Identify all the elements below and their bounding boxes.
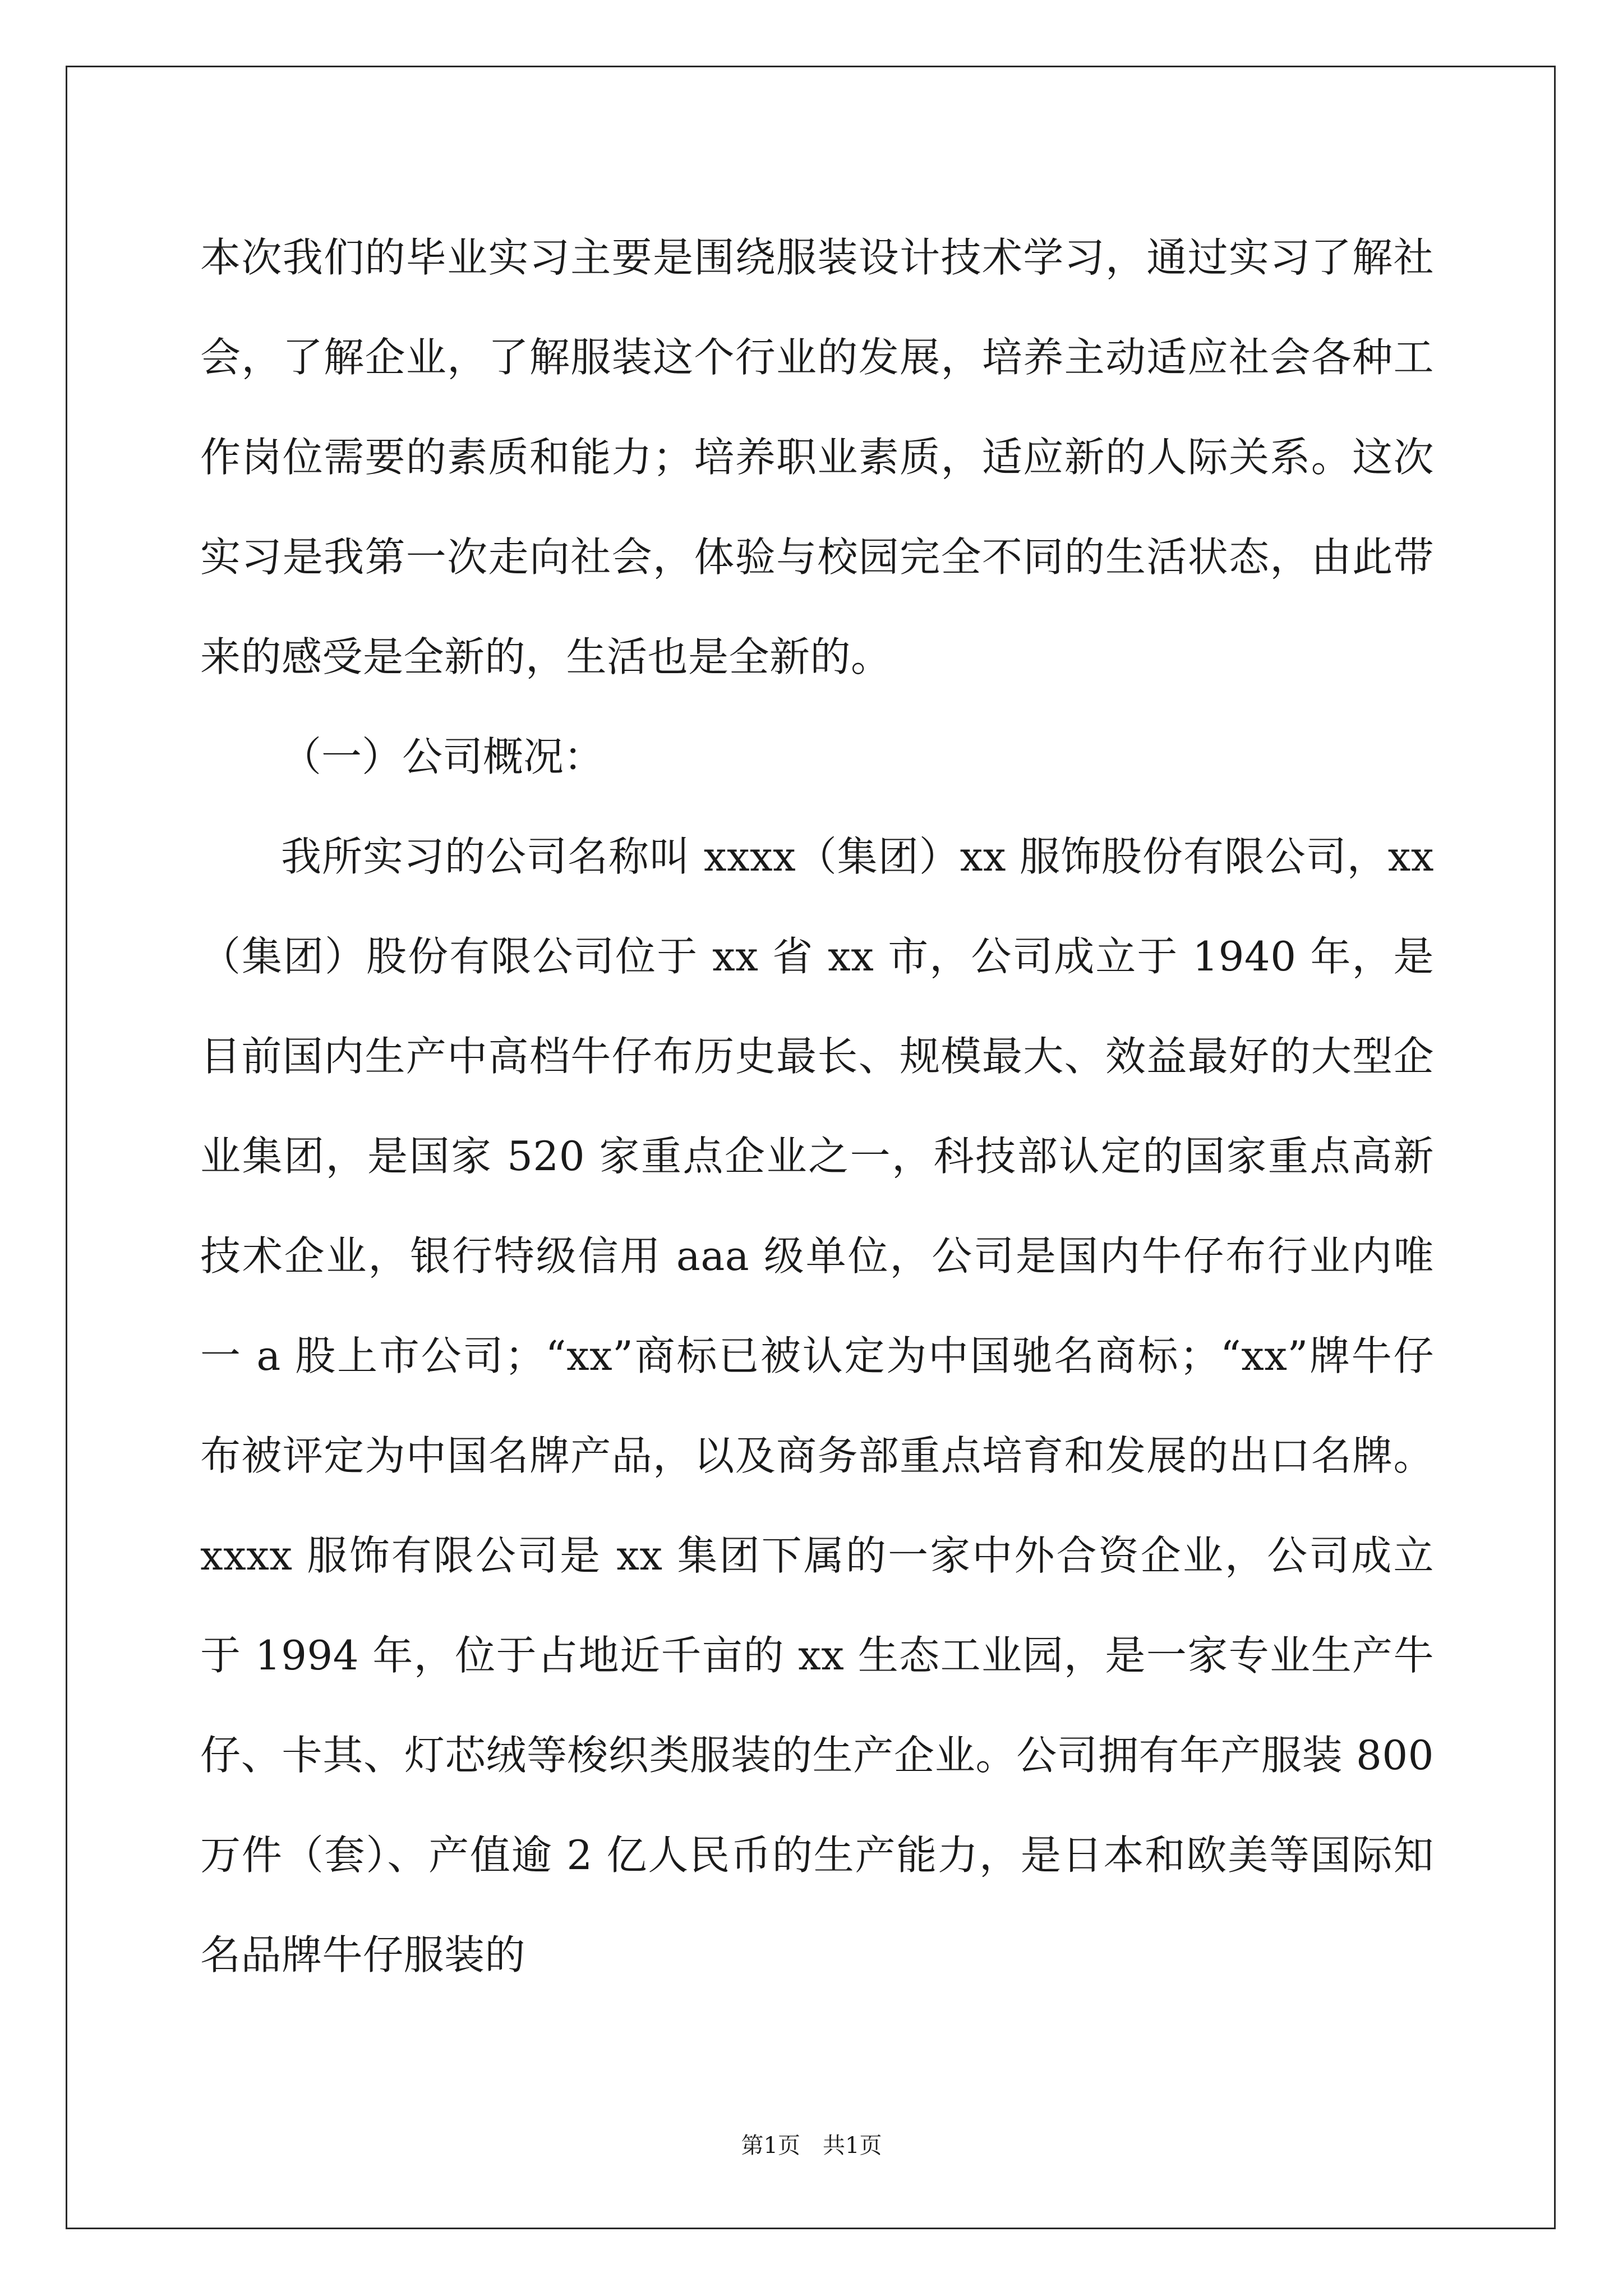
section-heading: （一）公司概况： bbox=[281, 733, 605, 780]
page-total: 共1页 bbox=[823, 2133, 882, 2159]
intro-paragraph: 本次我们的毕业实习主要是围绕服装设计技术学习，通过实习了解社会，了解企业，了解服装这个行业的发展，培养主动适应社会各种工作岗位需要的素质和能力；培养职业素质，适应新的人际关系。这次实习是我第一次走向社会，体验与校园完全不同的生活状态，由此带来的感受是全新的，生活也是全新的。 bbox=[200, 234, 1434, 680]
page-footer bbox=[0, 2129, 1623, 2162]
section-body-paragraph: 我所实习的公司名称叫 xxxx（集团）xx 服饰股份有限公司，xx（集团）股份有限公司位于 xx 省 xx 市，公司成立于 1940 年，是目前国内生产中高档牛仔布历史最长、规模最大、效益最好的大型企业集团，是国家 520 家重点企业之一，科技部认定的国家重点高新技术企业，银行特级信用 aaa 级单位，公司是国内牛仔布行业内唯一 a 股上市公司；“xx”商标已被认定为中国驰名商标；“xx”牌牛仔布被评定为中国名牌产品，以及商务部重点培育和发展的出口名牌。xxxx 服饰有限公司是 xx 集团下属的一家中外合资企业，公司成立于 1994 年，位于占地近千亩的 xx 生态工业园，是一家专业生产牛仔、卡其、灯芯绒等梭织类服装的生产企业。公司拥有年产服装 800 万件（套）、产值逾 2 亿人民币的生产能力，是日本和欧美等国际知名品牌牛仔服装的 bbox=[200, 833, 1434, 1978]
document-body bbox=[200, 208, 1434, 2005]
page-number: 第1页 bbox=[741, 2133, 800, 2159]
